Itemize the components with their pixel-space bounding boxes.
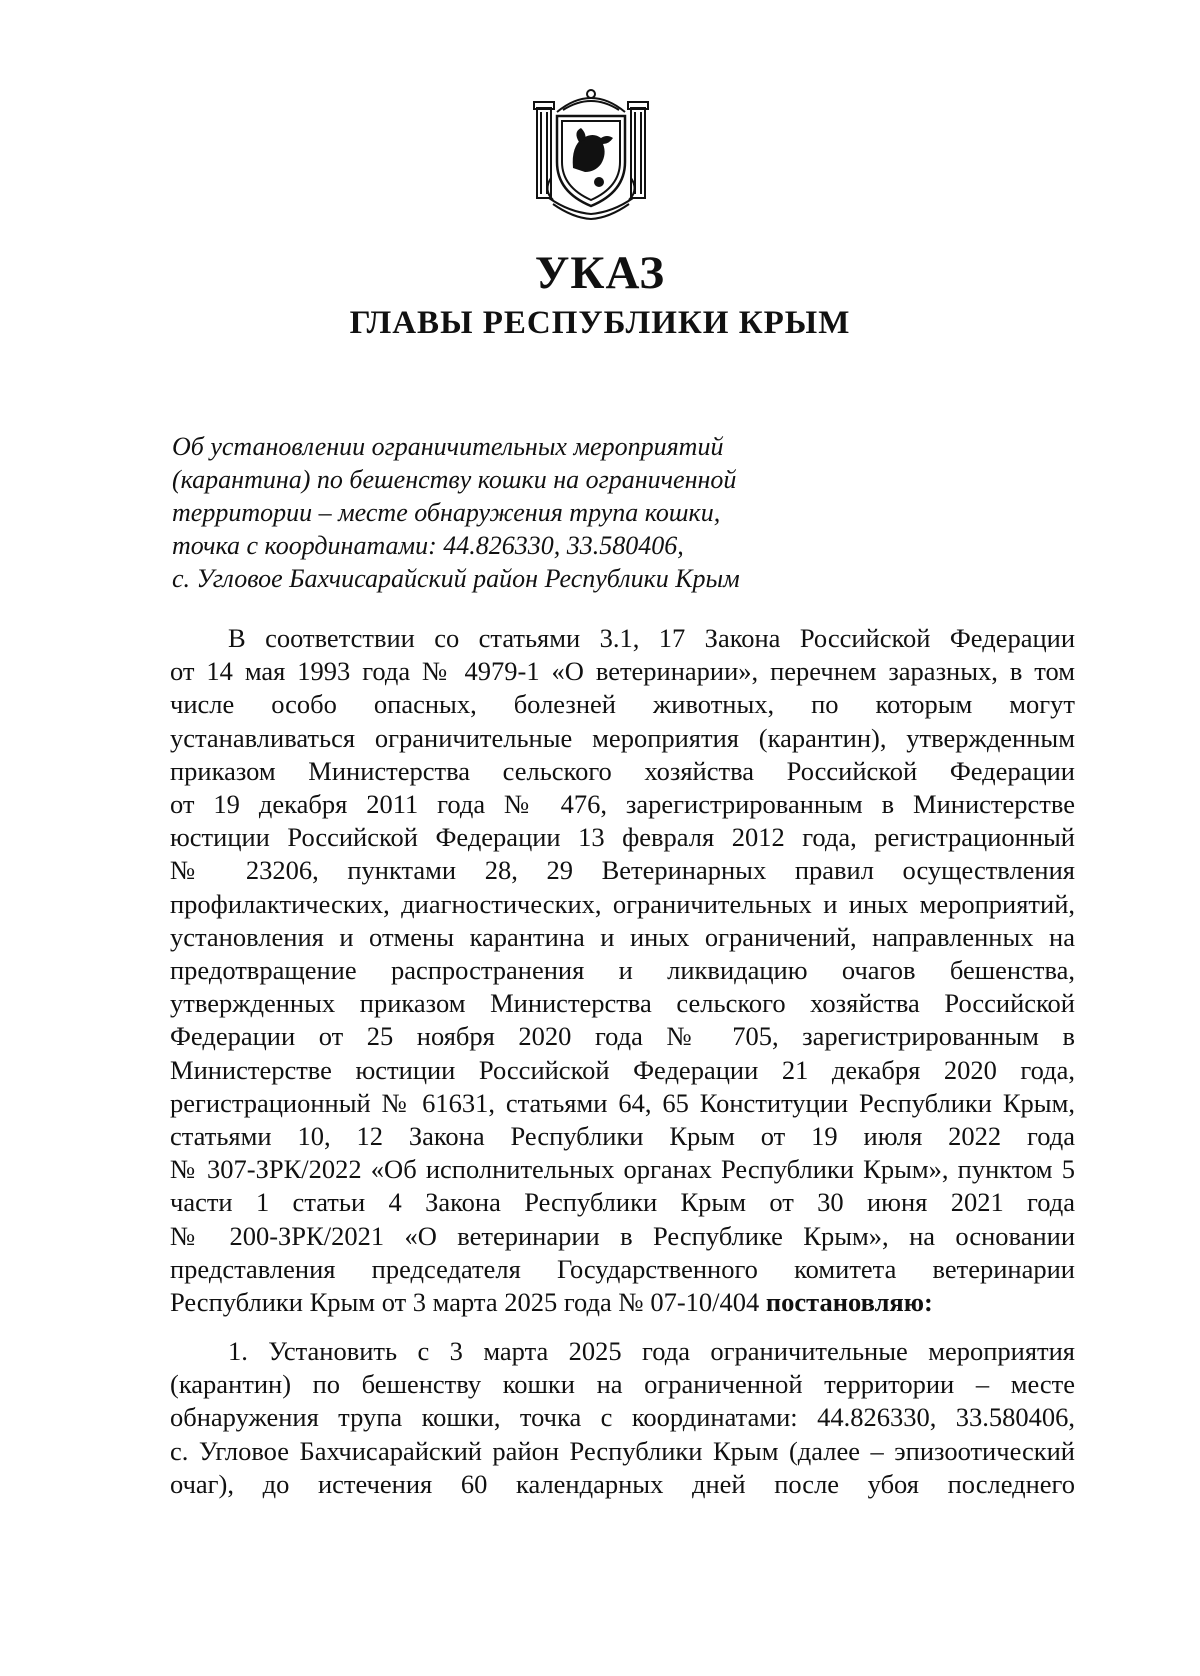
text-line: (карантин) по бешенству кошки на ограниченной территории – месте	[170, 1369, 1075, 1400]
text-line: с. Угловое Бахчисарайский район Республики Крым (далее – эпизоотический	[170, 1435, 1075, 1466]
subject-line: Об установлении ограничительных мероприятий	[172, 432, 724, 461]
text-line: части 1 статьи 4 Закона Республики Крым от 30 июня 2021 года	[170, 1187, 1075, 1218]
decree-item-1	[170, 1335, 1075, 1501]
text-line: В соответствии со статьями 3.1, 17 Закона Российской Федерации	[228, 623, 1075, 653]
text-line: 1. Установить с 3 марта 2025 года ограничительные мероприятия	[228, 1336, 1075, 1366]
crimea-coat-of-arms-icon	[529, 82, 653, 220]
text-line: представления председателя Государственного комитета ветеринарии	[170, 1253, 1075, 1284]
text-line: юстиции Российской Федерации 13 февраля 2012 года, регистрационный	[170, 822, 1075, 853]
decree-subject	[172, 430, 872, 595]
text-line: очаг), до истечения 60 календарных дней после убоя последнего	[170, 1468, 1075, 1499]
text-line: профилактических, диагностических, ограничительных и иных мероприятий,	[170, 888, 1075, 919]
text-line: приказом Министерства сельского хозяйства Российской Федерации	[170, 755, 1075, 786]
subject-line: точка с координатами: 44.826330, 33.580406,	[172, 531, 684, 560]
text-line: обнаружения трупа кошки, точка с координатами: 44.826330, 33.580406,	[170, 1402, 1075, 1433]
text-line: № 23206, пунктами 28, 29 Ветеринарных правил осуществления	[170, 855, 1075, 886]
text-line: установления и отмены карантина и иных ограничений, направленных на	[170, 921, 1075, 952]
text-line: от 19 декабря 2011 года № 476, зарегистрированным в Министерстве	[170, 789, 1075, 820]
text-line: № 200-ЗРК/2021 «О ветеринарии в Республике Крым», на основании	[170, 1220, 1075, 1251]
text-line: от 14 мая 1993 года № 4979-1 «О ветеринарии», перечнем заразных, в том	[170, 656, 1075, 687]
text-line: устанавливаться ограничительные мероприятия (карантин), утвержденным	[170, 722, 1075, 753]
text-line: числе особо опасных, болезней животных, по которым могут	[170, 689, 1075, 720]
text-line: регистрационный № 61631, статьями 64, 65 Конституции Республики Крым,	[170, 1087, 1075, 1118]
text-line: Министерстве юстиции Российской Федерации 21 декабря 2020 года,	[170, 1054, 1075, 1085]
text-line-final-content: Республики Крым от 3 марта 2025 года № 07-10/404	[170, 1287, 760, 1318]
document-subtitle: ГЛАВЫ РЕСПУБЛИКИ КРЫМ	[349, 305, 851, 341]
text-line: Федерации от 25 ноября 2020 года № 705, зарегистрированным в	[170, 1021, 1075, 1052]
subject-line: (карантина) по бешенству кошки на ограниченной	[172, 465, 737, 494]
preamble-paragraph	[170, 622, 1075, 1319]
document-title: УКАЗ	[534, 247, 666, 299]
decree-word: постановляю:	[765, 1287, 933, 1318]
text-line: предотвращение распространения и ликвидацию очагов бешенства,	[170, 955, 1075, 986]
text-line-final	[170, 1286, 1075, 1319]
subject-line: территории – месте обнаружения трупа кошки,	[172, 498, 721, 527]
text-line: утвержденных приказом Министерства сельского хозяйства Российской	[170, 988, 1075, 1019]
subject-line: с. Угловое Бахчисарайский район Республики Крым	[172, 564, 740, 593]
text-line: статьями 10, 12 Закона Республики Крым от 19 июля 2022 года	[170, 1121, 1075, 1152]
text-line: № 307-ЗРК/2022 «Об исполнительных органах Республики Крым», пунктом 5	[170, 1154, 1075, 1185]
